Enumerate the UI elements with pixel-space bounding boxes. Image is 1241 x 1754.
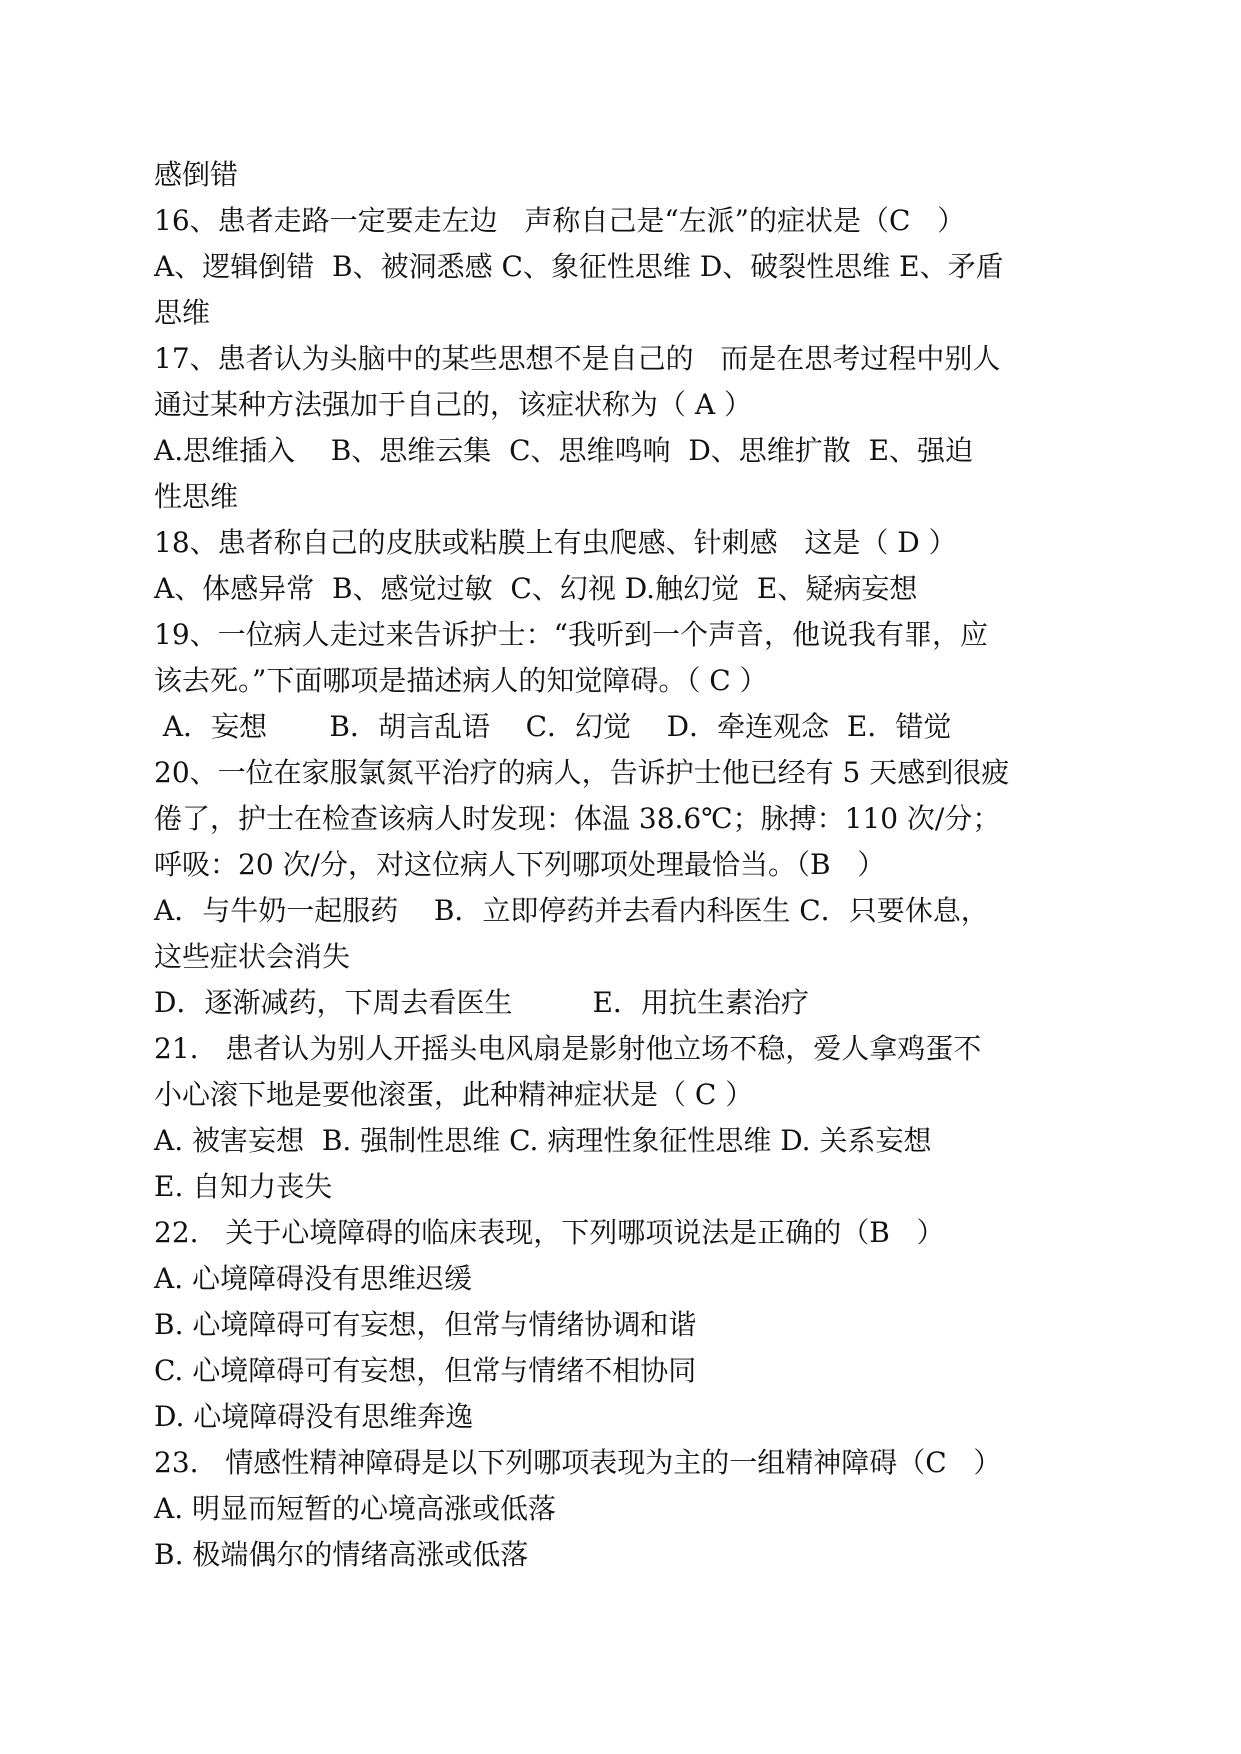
question-22-option-d: D. 心境障碍没有思维奔逸 [154, 1400, 474, 1433]
question-19: 19、一位病人走过来告诉护士：“我听到一个声音，他说我有罪，应 [154, 618, 988, 651]
text-line: 感倒错 [154, 158, 239, 191]
question-23-option-a: A. 明显而短暂的心境高涨或低落 [154, 1492, 557, 1525]
question-22: 22. 关于心境障碍的临床表现，下列哪项说法是正确的（B ） [154, 1216, 945, 1249]
question-17: 17、患者认为头脑中的某些思想不是自己的 而是在思考过程中别人 [154, 342, 1001, 375]
question-16-options: A、逻辑倒错 B、被洞悉感 C、象征性思维 D、破裂性思维 E、矛盾 [154, 250, 1004, 283]
question-19-options: A．妄想 B．胡言乱语 C．幻觉 D．牵连观念 E．错觉 [154, 710, 952, 743]
question-23-option-b: B. 极端偶尔的情绪高涨或低落 [154, 1538, 529, 1571]
question-20: 20、一位在家服氯氮平治疗的病人，告诉护士他已经有 5 天感到很疲 [154, 756, 1010, 789]
text-line: 这些症状会消失 [154, 940, 351, 973]
question-18: 18、患者称自己的皮肤或粘膜上有虫爬感、针刺感 这是（ D ） [154, 526, 957, 559]
question-22-option-c: C. 心境障碍可有妄想，但常与情绪不相协同 [154, 1354, 697, 1387]
question-21-options: A. 被害妄想 B. 强制性思维 C. 病理性象征性思维 D. 关系妄想 [154, 1124, 932, 1157]
text-line: 思维 [154, 296, 211, 329]
question-16: 16、患者走路一定要走左边 声称自己是“左派”的症状是（C ） [154, 204, 966, 237]
text-line: 小心滚下地是要他滚蛋，此种精神症状是（ C ） [154, 1078, 754, 1111]
text-line: 该去死。”下面哪项是描述病人的知觉障碍。（ C ） [154, 664, 768, 697]
text-line: 性思维 [154, 480, 239, 513]
text-line: 倦了，护士在检查该病人时发现：体温 38.6℃；脉搏：110 次/分； [154, 802, 1001, 835]
question-22-option-a: A. 心境障碍没有思维迟缓 [154, 1262, 473, 1295]
text-line: 呼吸：20 次/分，对这位病人下列哪项处理最恰当。（B ） [154, 848, 886, 881]
text-line: D．逐渐减药，下周去看医生 E．用抗生素治疗 [154, 986, 809, 1019]
document-text [154, 152, 1094, 1578]
question-20-options: A．与牛奶一起服药 B．立即停药并去看内科医生 C．只要休息， [154, 894, 989, 927]
question-22-option-b: B. 心境障碍可有妄想，但常与情绪协调和谐 [154, 1308, 697, 1341]
question-21: 21. 患者认为别人开摇头电风扇是影射他立场不稳，爱人拿鸡蛋不 [154, 1032, 982, 1065]
text-line: E. 自知力丧失 [154, 1170, 333, 1203]
text-line: 通过某种方法强加于自己的，该症状称为（ A ） [154, 388, 753, 421]
question-18-options: A、体感异常 B、感觉过敏 C、幻视 D.触幻觉 E、疑病妄想 [154, 572, 918, 605]
question-23: 23. 情感性精神障碍是以下列哪项表现为主的一组精神障碍（C ） [154, 1446, 1002, 1479]
question-17-options: A.思维插入 B、思维云集 C、思维鸣响 D、思维扩散 E、强迫 [154, 434, 974, 467]
